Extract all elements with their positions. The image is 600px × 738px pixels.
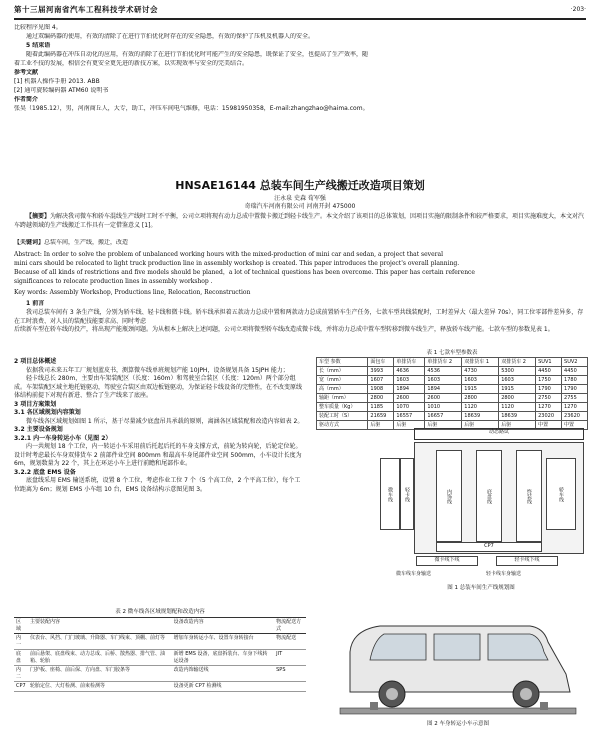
final-line-box: 终装线 <box>516 450 542 542</box>
reference-1: [1] 机器人操作手册 2013. ABB <box>14 78 100 85</box>
table-1 <box>316 357 588 430</box>
cell: 1894 <box>425 385 462 394</box>
cell: 4536 <box>425 367 462 376</box>
table-1-col-header: SUV1 <box>536 358 562 367</box>
cell: 2750 <box>536 394 562 403</box>
row-label: 整车质量（Kg） <box>317 403 368 412</box>
mini-line-exit: 微卡线下线 <box>416 556 478 566</box>
section-2-heading: 2 项目总体概述 <box>14 358 57 365</box>
cell: 1908 <box>368 385 394 394</box>
section-3-2-1-paragraph: 内一共规划 18 个工位，内一转运小车采用前后托起后托的车身支撑方式，前轮为转向轮，后轮定位轮。设计时考虑最长车身双排货车 2 前部件业空间 800mm 和最高车身尾部件业空间 500mm，小车设计长度为 6m，规划数量为 22 个，其上在环运小车上进行前瞻和尾部作业。 <box>14 443 302 467</box>
references-heading: 参考文献 <box>14 69 39 76</box>
cell: 后驱 <box>462 421 499 430</box>
cp7-box: CP7 <box>436 542 542 552</box>
cell: 1607 <box>368 376 394 385</box>
cell: 1750 <box>536 376 562 385</box>
figure-1-diagram <box>376 428 586 594</box>
cell <box>274 682 306 692</box>
cell: 1185 <box>368 403 394 412</box>
table-row <box>317 394 588 403</box>
table-row <box>317 385 588 394</box>
light-line-label: 轻卡线 <box>400 458 414 530</box>
cell: 1120 <box>462 403 499 412</box>
table-2 <box>14 617 306 692</box>
intro-paragraph-1: 我司总装车间有 3 条生产线，分别为轿车线、轻卡线和微卡线。轿车线承担着五款动力总成中置和两款动力总成前置轿车生产任务，七款车型共线装配时，工时差异大（最大差异 70s），同工位零部件差异多，存在工时浪费、对人员的装配技能要求高、同时考虑 <box>14 309 584 325</box>
cell: 3993 <box>368 367 394 376</box>
section-3-2-2-paragraph: 底盘线采用 EMS 输送系统，设置 8 个工位，考虑作业工位 7 个（5 个高工位，2 个平高工位），每个工位距离为 6m；规划 EMS 小车组 10 台，EMS 设备结构示意图见图 3。 <box>14 477 301 493</box>
cell: 2600 <box>425 394 462 403</box>
table-row <box>14 666 306 682</box>
cell: 18639 <box>499 412 536 421</box>
table-1-caption: 表 1 七款车型参数表 <box>426 350 478 356</box>
paper-affiliation: 奇瑞汽车河南有限公司 河南开封 475000 <box>244 203 356 210</box>
section-3-heading: 3 项目方案策划 <box>14 400 57 408</box>
table-row <box>317 376 588 385</box>
cell: 2800 <box>462 394 499 403</box>
cell: 2800 <box>368 394 394 403</box>
figure-1-caption: 图 1 总装车间生产线规划图 <box>447 585 515 591</box>
table-row <box>14 634 306 650</box>
table-row <box>317 412 588 421</box>
reference-2: [2] 通可旋转编码器 ATM60 说明书 <box>14 87 109 94</box>
cell: 内一 <box>14 634 28 650</box>
cell: 1270 <box>536 403 562 412</box>
prev-line-1: 比较程序见图 4。 <box>14 24 62 31</box>
cell: 1915 <box>499 385 536 394</box>
prev-line-5: 着工业不技的发展，相信会有更安全更先进的新技方案，以实现效率与安全的完美结合。 <box>14 60 249 67</box>
intro-paragraph-2: 后续新车型在轿车线的投产，将出现产能瓶颈问题。为从根本上解决上述问题，公司立项将微型轿车线改造成微卡线，并将动力总成中置车型转移到微车线生产，释放轿车线产能。七款车型的参数见表 1。 <box>14 326 554 333</box>
cell: 1603 <box>425 376 462 385</box>
cell: 4450 <box>562 367 588 376</box>
table-1-corner: 车型 参数 <box>317 358 368 367</box>
page-number: ·203· <box>570 6 586 13</box>
row-label: 高（mm） <box>317 385 368 394</box>
english-abstract-3: Because of all kinds of restrictions and five models should be planed，a lot of technical questions has been overcome. This paper has certain reference <box>14 269 475 276</box>
cell: 2600 <box>394 394 425 403</box>
cell: 新增 EMS 设备，底盘拆装台、车身下线转运设备 <box>172 650 274 666</box>
cell: 4730 <box>462 367 499 376</box>
cell: 1270 <box>562 403 588 412</box>
cell: 16557 <box>394 412 425 421</box>
light-line-exit: 轻卡线下线 <box>496 556 558 566</box>
cell: 设备更新 CP7 检测线 <box>172 682 274 692</box>
figure-2 <box>330 612 586 730</box>
table-2-header-row <box>14 618 306 634</box>
cell: 4450 <box>536 367 562 376</box>
col-header: 物流配送方式 <box>274 618 306 634</box>
cell: 底盘 <box>14 650 28 666</box>
cell: 1120 <box>499 403 536 412</box>
prev-line-2: 通过双编码器的使用，有效的清除了在进行节拍优化时存在的安全隐患，有效的保护了压机及机器人的安全。 <box>26 33 315 40</box>
table-1-col-header: 单排货车 2 <box>425 358 462 367</box>
figure-2-caption: 图 2 车身转运小车示意图 <box>427 721 489 727</box>
keywords <box>14 239 586 247</box>
cell: 后驱 <box>394 421 425 430</box>
cell: 后驱 <box>425 421 462 430</box>
english-keywords: Key words: Assembly Workshop, Productions line, Relocation, Reconstruction <box>14 289 251 296</box>
cell: 1790 <box>536 385 562 394</box>
row-label: 宽（mm） <box>317 376 368 385</box>
keywords-body: 总装车间，生产线，搬迁，改造 <box>44 239 129 246</box>
table-row <box>317 403 588 412</box>
section-3-1-heading: 3.1 各区域规划内容策划 <box>14 409 81 416</box>
cell: 1894 <box>394 385 425 394</box>
interior-line-box: 内饰线 <box>436 450 462 542</box>
cell: 仪表台、风挡、门门玻璃、升降器、车门线束、顶棚、前灯等 <box>28 634 172 650</box>
cell: 内二 <box>14 666 28 682</box>
cell: 2800 <box>499 394 536 403</box>
cell: 1603 <box>462 376 499 385</box>
cell: 中置 <box>562 421 588 430</box>
prev-line-4: 随着此编码器在冲压自动化的应用，有效的消除了在进行节拍优化时可能产生的安全隐患，既保证了安全，也提高了生产效率，随 <box>26 51 369 58</box>
table-2-caption: 表 2 微车线各区域规划配和改造内容 <box>115 609 205 615</box>
cell: 物流配送 <box>274 634 306 650</box>
cell: 前后悬架、底盘线束、动力总成、后桥、散热器、排气管、油箱、轮胎 <box>28 650 172 666</box>
cell: 18639 <box>462 412 499 421</box>
cell: 5300 <box>499 367 536 376</box>
table-1-col-header: 面包车 <box>368 358 394 367</box>
english-abstract-1: Abstract: In order to solve the problem of unbalanced working hours with the mixed-production of mini car and sedan, a project that several <box>14 251 443 258</box>
cell: 1603 <box>394 376 425 385</box>
table-1-col-header: 双排货车 1 <box>462 358 499 367</box>
cell: 增加车身转运小车、设置车身转接台 <box>172 634 274 650</box>
cell: 1070 <box>394 403 425 412</box>
cell: 1780 <box>562 376 588 385</box>
table-1-col-header: SUV2 <box>562 358 588 367</box>
cell: 2755 <box>562 394 588 403</box>
running-header: 第十三届河南省汽车工程科技学术研讨会 <box>14 5 158 14</box>
row-label: 驱动方式 <box>317 421 368 430</box>
chassis-line-box: 底盘线 <box>476 450 502 542</box>
cell: 1790 <box>562 385 588 394</box>
english-abstract-4: significances to relocate production lines in assembly workshop . <box>14 278 213 285</box>
dynamic-road-test-box: 动态路试 <box>414 428 584 440</box>
row-label: 轴距（mm） <box>317 394 368 403</box>
cell: 轮胎定位、大灯检测、前束检测等 <box>28 682 172 692</box>
cell: 16657 <box>425 412 462 421</box>
prev-conclusion-heading: 5 结束语 <box>26 42 51 49</box>
author-bio-heading: 作者简介 <box>14 96 39 103</box>
section-2-paragraph-2: 轻卡线总长 280m，主要由车架装配区（长度：160m）和驾驶室合装区（长度：120m）两个部分组成。车架装配区域主地托链驱动，驾驶室合装区由双边板链驱动，为保证轻卡线设备的完整性，在不改变原线体结构前提下对现有新进、整合了生产线来了底座。 <box>14 375 303 399</box>
col-header: 区域 <box>14 618 28 634</box>
section-3-1-paragraph: 微车线各区域规划如图 1 所示，基于尽量减少底盘吊具承载的原则，离涵各区域装配和改造内容如表 2。 <box>26 417 304 425</box>
section-3-2-2-heading: 3.2.2 底盘 EMS 设备 <box>14 468 76 476</box>
cell: 4636 <box>394 367 425 376</box>
section-3-2-heading: 3.2 主要设备规划 <box>14 426 63 433</box>
intro-heading: 1 前言 <box>26 300 45 307</box>
table-row <box>14 650 306 666</box>
cell: 23020 <box>536 412 562 421</box>
abstract <box>14 212 586 230</box>
col-header: 设备改造内容 <box>172 618 274 634</box>
table-1-col-header: 单排货车 <box>394 358 425 367</box>
cell: 1603 <box>499 376 536 385</box>
cell: 中置 <box>536 421 562 430</box>
abstract-label: 【摘要】 <box>26 213 51 220</box>
cell: CP7 <box>14 682 28 692</box>
row-label: 装配工时（S） <box>317 412 368 421</box>
cell: 后驱 <box>499 421 536 430</box>
mini-feed-label: 微车线车身输送 <box>396 571 432 577</box>
cell: 1010 <box>425 403 462 412</box>
cell: 后驱 <box>368 421 394 430</box>
section-3-2-1-heading: 3.2.1 内一车身转运小车（见图 2） <box>14 434 112 442</box>
sedan-line-box: 轿车线 <box>546 458 576 530</box>
table-1-col-header: 双排货车 2 <box>499 358 536 367</box>
vehicle-transfer-cart-drawing <box>330 612 586 720</box>
section-2-paragraph-1: 依据我司未来五年工厂规划蓝皮书，测算微车线单班规划产能 10JPH，设备规划具备 15JPH 能力； <box>26 366 289 374</box>
cell: 改造内饰输送线 <box>172 666 274 682</box>
cell: 21659 <box>368 412 394 421</box>
table-row <box>14 682 306 692</box>
cell: SPS <box>274 666 306 682</box>
light-feed-label: 轻卡线车身输送 <box>486 571 522 577</box>
cell: JIT <box>274 650 306 666</box>
table-row <box>317 367 588 376</box>
english-abstract-2: mini cars should be relocated to light truck production line in assembly workshop is created. This paper introduces the project's overall planning. <box>14 260 460 267</box>
left-column <box>14 358 304 494</box>
mini-line-label: 微车线 <box>380 458 400 530</box>
keywords-label: 【关键词】 <box>14 239 45 246</box>
row-label: 长（mm） <box>317 367 368 376</box>
table-1-header-row <box>317 358 588 367</box>
abstract-body: 为解决我司微车和轿车混线生产线时工时不平衡，公司立项将现有动力总成中置微卡搬迁到轻卡线生产。本文介绍了该项目的总体策划，因项目实施的限制条件和较严格要求，项目实施难度大，本文对汽车跨越领域的生产线搬迁工作具有一定借鉴意义 [1]。 <box>14 213 585 229</box>
header-rule <box>14 18 586 20</box>
cell: 23620 <box>562 412 588 421</box>
paper-title: HNSAE16144 总装车间生产线搬迁改造项目策划 <box>175 179 425 192</box>
paper-authors: 汪永泉 史森 荀军强 <box>274 195 326 202</box>
cell: 1915 <box>462 385 499 394</box>
cell: 门护板、座椅、前后保、方向盘、车门胶条等 <box>28 666 172 682</box>
author-bio: 张昊（1985.12），男，河南商丘人，大专，助工，冲压车间电气维修，电话：15981950358，E-mail:zhangzhao@haima.com。 <box>14 105 369 112</box>
col-header: 主要装配内容 <box>28 618 172 634</box>
